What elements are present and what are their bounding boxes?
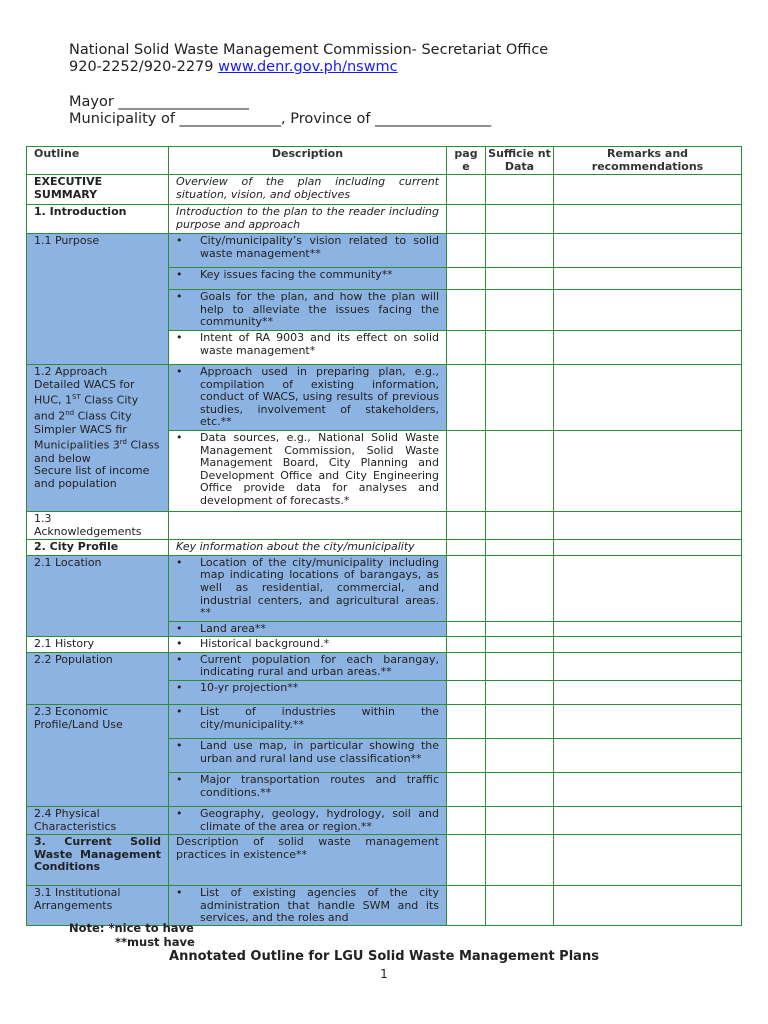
- header-description: Description: [169, 147, 447, 175]
- table-header-row: [27, 147, 742, 175]
- sufficient-cell[interactable]: [486, 175, 554, 205]
- header-page: pag e: [447, 147, 486, 175]
- description-cell: • Land area**: [169, 621, 447, 637]
- page-cell[interactable]: [447, 807, 486, 835]
- page-cell[interactable]: [447, 234, 486, 268]
- header-sufficient-data: Sufficie nt Data: [486, 147, 554, 175]
- page-cell[interactable]: [447, 364, 486, 430]
- description-cell: • City/municipality’s vision related to solid waste management**: [169, 234, 447, 268]
- table-row: [27, 652, 742, 680]
- sufficient-cell[interactable]: [486, 705, 554, 739]
- mayor-line: Mayor __________________: [69, 94, 249, 110]
- page-cell[interactable]: [447, 886, 486, 926]
- sufficient-cell[interactable]: [486, 555, 554, 621]
- sufficient-cell[interactable]: [486, 511, 554, 539]
- description-cell: • Historical background.*: [169, 637, 447, 653]
- description-cell: Key information about the city/municipality: [169, 540, 447, 556]
- outline-cell: 2.1 History: [27, 637, 169, 653]
- description-cell: • 10-yr projection**: [169, 681, 447, 705]
- table-row: [27, 886, 742, 926]
- page-cell[interactable]: [447, 330, 486, 364]
- document-header: [69, 42, 548, 128]
- remarks-cell[interactable]: [554, 540, 742, 556]
- description-cell: Overview of the plan including current situation, vision, and objectives: [169, 175, 447, 205]
- remarks-cell[interactable]: [554, 652, 742, 680]
- outline-cell: 2.3 Economic Profile/Land Use: [27, 705, 169, 807]
- description-cell: • Land use map, in particular showing the urban and rural land use classification**: [169, 739, 447, 773]
- remarks-cell[interactable]: [554, 430, 742, 511]
- page-cell[interactable]: [447, 835, 486, 886]
- sufficient-cell[interactable]: [486, 739, 554, 773]
- description-cell: • Geography, geology, hydrology, soil and climate of the area or region.**: [169, 807, 447, 835]
- note-label: Note:: [69, 921, 105, 935]
- description-cell: • Goals for the plan, and how the plan will help to alleviate the issues facing the community**: [169, 290, 447, 331]
- outline-cell: 1. Introduction: [27, 205, 169, 234]
- table-row: [27, 205, 742, 234]
- page-cell[interactable]: [447, 681, 486, 705]
- sufficient-cell[interactable]: [486, 807, 554, 835]
- note-nice: *nice to have: [108, 921, 194, 935]
- description-cell: • Location of the city/municipality including map indicating locations of barangays, as well as residential, commercial, and industrial centers, and agricultural areas. **: [169, 555, 447, 621]
- outline-cell: EXECUTIVE SUMMARY: [27, 175, 169, 205]
- page-cell[interactable]: [447, 555, 486, 621]
- sufficient-cell[interactable]: [486, 205, 554, 234]
- remarks-cell[interactable]: [554, 886, 742, 926]
- municipality-line: Municipality of ______________, Province of ________________: [69, 111, 492, 127]
- remarks-cell[interactable]: [554, 637, 742, 653]
- outline-cell: 2.1 Location: [27, 555, 169, 637]
- sufficient-cell[interactable]: [486, 681, 554, 705]
- outline-table: [26, 146, 742, 926]
- legend-note: [69, 921, 195, 949]
- sufficient-cell[interactable]: [486, 430, 554, 511]
- page-cell[interactable]: [447, 205, 486, 234]
- website-link[interactable]: www.denr.gov.ph/nswmc: [218, 59, 398, 75]
- description-cell: • Current population for each barangay, indicating rural and urban areas.**: [169, 652, 447, 680]
- description-cell: • Data sources, e.g., National Solid Waste Management Commission, Solid Waste Management Board, City Planning and Development Office and City Engineering Office provide data for analyses and development of forecasts.*: [169, 430, 447, 511]
- sufficient-cell[interactable]: [486, 290, 554, 331]
- remarks-cell[interactable]: [554, 773, 742, 807]
- sufficient-cell[interactable]: [486, 268, 554, 290]
- table-row: [27, 511, 742, 539]
- table-row: [27, 364, 742, 430]
- remarks-cell[interactable]: [554, 205, 742, 234]
- remarks-cell[interactable]: [554, 175, 742, 205]
- header-outline: Outline: [27, 147, 169, 175]
- sufficient-cell[interactable]: [486, 330, 554, 364]
- remarks-cell[interactable]: [554, 835, 742, 886]
- remarks-cell[interactable]: [554, 739, 742, 773]
- sufficient-cell[interactable]: [486, 364, 554, 430]
- description-cell: • Key issues facing the community**: [169, 268, 447, 290]
- table-row: [27, 234, 742, 268]
- remarks-cell[interactable]: [554, 290, 742, 331]
- sufficient-cell[interactable]: [486, 835, 554, 886]
- page-cell[interactable]: [447, 511, 486, 539]
- remarks-cell[interactable]: [554, 621, 742, 637]
- page-number: 1: [380, 967, 388, 981]
- page-cell[interactable]: [447, 621, 486, 637]
- remarks-cell[interactable]: [554, 555, 742, 621]
- sufficient-cell[interactable]: [486, 637, 554, 653]
- outline-cell: 1.1 Purpose: [27, 234, 169, 365]
- description-cell: [169, 511, 447, 539]
- page-cell[interactable]: [447, 175, 486, 205]
- remarks-cell[interactable]: [554, 234, 742, 268]
- outline-cell: 2.2 Population: [27, 652, 169, 704]
- description-cell: Introduction to the plan to the reader including purpose and approach: [169, 205, 447, 234]
- outline-cell: 3.1 Institutional Arrangements: [27, 886, 169, 926]
- outline-cell: 1.3 Acknowledgements: [27, 511, 169, 539]
- page-cell[interactable]: [447, 268, 486, 290]
- description-cell: • List of existing agencies of the city administration that handle SWM and its services, and the roles and: [169, 886, 447, 926]
- header-remarks: Remarks and recommendations: [554, 147, 742, 175]
- footer-title: Annotated Outline for LGU Solid Waste Management Plans: [169, 949, 599, 964]
- page-cell[interactable]: [447, 773, 486, 807]
- phone-numbers: 920-2252/920-2279: [69, 59, 219, 75]
- note-must: **must have: [115, 935, 195, 949]
- page-cell[interactable]: [447, 705, 486, 739]
- table-row: [27, 637, 742, 653]
- table-row: [27, 555, 742, 621]
- sufficient-cell[interactable]: [486, 886, 554, 926]
- sufficient-cell[interactable]: [486, 773, 554, 807]
- page-cell[interactable]: [447, 739, 486, 773]
- description-cell: • Intent of RA 9003 and its effect on solid waste management*: [169, 330, 447, 364]
- remarks-cell[interactable]: [554, 681, 742, 705]
- remarks-cell[interactable]: [554, 364, 742, 430]
- outline-cell: 1.2 Approach Detailed WACS for HUC, 1ST Class City and 2nd Class City Simpler WACS fir Municipalities 3rd Class and below Secure list of income and population: [27, 364, 169, 511]
- page-cell[interactable]: [447, 637, 486, 653]
- sufficient-cell[interactable]: [486, 540, 554, 556]
- page-cell[interactable]: [447, 290, 486, 331]
- sufficient-cell[interactable]: [486, 621, 554, 637]
- page-cell[interactable]: [447, 540, 486, 556]
- remarks-cell[interactable]: [554, 705, 742, 739]
- sufficient-cell[interactable]: [486, 234, 554, 268]
- table-row: [27, 705, 742, 739]
- remarks-cell[interactable]: [554, 511, 742, 539]
- description-cell: • List of industries within the city/municipality.**: [169, 705, 447, 739]
- description-cell: • Major transportation routes and traffic conditions.**: [169, 773, 447, 807]
- table-row: [27, 540, 742, 556]
- description-cell: • Approach used in preparing plan, e.g., compilation of existing information, conduct of WACS, using results of previous studies, involvement of stakeholders, etc.**: [169, 364, 447, 430]
- outline-cell: 3. Current Solid Waste Management Conditions: [27, 835, 169, 886]
- description-cell: Description of solid waste management practices in existence**: [169, 835, 447, 886]
- page-cell[interactable]: [447, 652, 486, 680]
- commission-title: National Solid Waste Management Commission- Secretariat Office: [69, 42, 549, 58]
- page-cell[interactable]: [447, 430, 486, 511]
- sufficient-cell[interactable]: [486, 652, 554, 680]
- table-row: [27, 835, 742, 886]
- remarks-cell[interactable]: [554, 330, 742, 364]
- outline-cell: 2. City Profile: [27, 540, 169, 556]
- table-row: [27, 175, 742, 205]
- remarks-cell[interactable]: [554, 807, 742, 835]
- remarks-cell[interactable]: [554, 268, 742, 290]
- contact-line: [69, 59, 548, 76]
- table-row: [27, 807, 742, 835]
- outline-cell: 2.4 Physical Characteristics: [27, 807, 169, 835]
